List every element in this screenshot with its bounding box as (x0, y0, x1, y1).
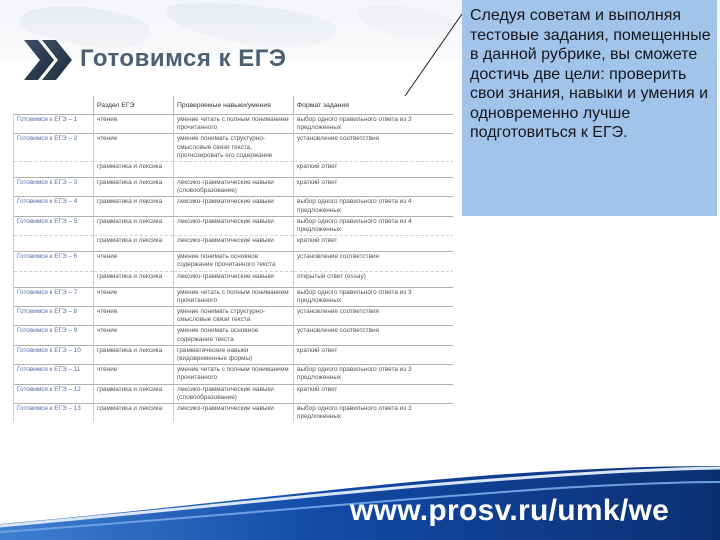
header-empty (14, 96, 94, 115)
table-row (14, 287, 454, 306)
row-section: чтение (94, 252, 174, 271)
row-skills: лексико-грамматические навыки (174, 236, 294, 252)
row-section: грамматика и лексика (94, 345, 174, 364)
row-skills (174, 162, 294, 178)
row-section-name: Готовимся к ЕГЭ – 6 (14, 252, 94, 271)
row-section-name (14, 271, 94, 287)
row-section: чтение (94, 115, 174, 134)
row-format: установление соответствия (294, 134, 454, 162)
table-row (14, 252, 454, 271)
table-row (14, 326, 454, 345)
row-section-name (14, 236, 94, 252)
table-body (14, 115, 454, 423)
row-format: краткий ответ (294, 162, 454, 178)
table-row (14, 197, 454, 216)
row-format: краткий ответ (294, 236, 454, 252)
table-row (14, 307, 454, 326)
row-format: выбор одного правильного ответа из 3 предложенных (294, 404, 454, 423)
table-row (14, 345, 454, 364)
table-row (14, 271, 454, 287)
row-skills: умение читать с полным пониманием прочитанного (174, 115, 294, 134)
row-format: установление соответствия (294, 252, 454, 271)
row-skills: лексико-грамматические навыки (174, 216, 294, 235)
table-row (14, 216, 454, 235)
row-format: установление соответствия (294, 326, 454, 345)
row-section: грамматика и лексика (94, 384, 174, 403)
row-section: грамматика и лексика (94, 162, 174, 178)
row-section: чтение (94, 134, 174, 162)
row-section-name: Готовимся к ЕГЭ – 8 (14, 307, 94, 326)
row-section: чтение (94, 307, 174, 326)
row-section-name: Готовимся к ЕГЭ – 11 (14, 365, 94, 384)
row-section: грамматика и лексика (94, 197, 174, 216)
row-skills: грамматические навыки (видовременные формы) (174, 345, 294, 364)
row-format: установление соответствия (294, 307, 454, 326)
table-row (14, 134, 454, 162)
header-section: Раздел ЕГЭ (94, 96, 174, 115)
row-section: чтение (94, 365, 174, 384)
row-skills: умение читать с полным пониманием прочитанного (174, 365, 294, 384)
row-format: выбор одного правильного ответа из 3 предложенных (294, 365, 454, 384)
row-skills: лексико-грамматические навыки (174, 271, 294, 287)
row-format: открытый ответ (essay) (294, 271, 454, 287)
table-row (14, 384, 454, 403)
table-row (14, 115, 454, 134)
row-section-name: Готовимся к ЕГЭ – 13 (14, 404, 94, 423)
row-section-name: Готовимся к ЕГЭ – 5 (14, 216, 94, 235)
row-section-name: Готовимся к ЕГЭ – 1 (14, 115, 94, 134)
row-skills: умение понимать основное содержание текста (174, 326, 294, 345)
row-skills: умение понимать структурно-смысловые связи текста (174, 307, 294, 326)
row-format: выбор одного правильного ответа из 4 предложенных (294, 216, 454, 235)
row-section-name: Готовимся к ЕГЭ – 12 (14, 384, 94, 403)
row-skills: лексико-грамматические навыки (174, 404, 294, 423)
row-section: грамматика и лексика (94, 178, 174, 197)
row-section-name: Готовимся к ЕГЭ – 2 (14, 134, 94, 162)
double-chevron-right-icon (22, 34, 74, 86)
row-format: выбор одного правильного ответа из 3 предложенных (294, 115, 454, 134)
table-row (14, 178, 454, 197)
row-section-name: Готовимся к ЕГЭ – 4 (14, 197, 94, 216)
row-skills: лексико-грамматические навыки (174, 197, 294, 216)
row-section-name: Готовимся к ЕГЭ – 7 (14, 287, 94, 306)
table-row (14, 365, 454, 384)
topics-table (13, 96, 453, 422)
slide-title: Готовимся к ЕГЭ (80, 45, 287, 72)
row-section-name: Готовимся к ЕГЭ – 9 (14, 326, 94, 345)
row-format: краткий ответ (294, 384, 454, 403)
row-skills: умение понимать структурно-смысловые связи текста, прогнозировать его содержание (174, 134, 294, 162)
row-section: грамматика и лексика (94, 271, 174, 287)
row-section: грамматика и лексика (94, 216, 174, 235)
row-section: чтение (94, 287, 174, 306)
row-section: грамматика и лексика (94, 236, 174, 252)
row-section: грамматика и лексика (94, 404, 174, 423)
row-skills: лексико-грамматические навыки (словообразование) (174, 384, 294, 403)
header-skills: Проверяемые навыки/умения (174, 96, 294, 115)
row-skills: лексико-грамматические навыки (словообразование) (174, 178, 294, 197)
header-format: Формат задания (294, 96, 454, 115)
website-url: www.prosv.ru/umk/we (350, 494, 670, 527)
table-row (14, 162, 454, 178)
row-format: краткий ответ (294, 178, 454, 197)
table-header-row (14, 96, 454, 115)
row-format: краткий ответ (294, 345, 454, 364)
row-format: выбор одного правильного ответа из 4 предложенных (294, 197, 454, 216)
row-skills: умение читать с полным пониманием прочитанного (174, 287, 294, 306)
row-skills: умение понимать основное содержание прочитанного текста (174, 252, 294, 271)
exam-topics-table (13, 96, 453, 461)
row-section-name: Готовимся к ЕГЭ – 10 (14, 345, 94, 364)
row-format: выбор одного правильного ответа из 3 предложенных (294, 287, 454, 306)
table-row (14, 236, 454, 252)
row-section: чтение (94, 326, 174, 345)
row-section-name: Готовимся к ЕГЭ – 3 (14, 178, 94, 197)
table-row (14, 404, 454, 423)
callout-box: Следуя советам и выполняя тестовые задания, помещенные в данной рубрике, вы сможете достичь две цели: проверить свои знания, навыки и умения и одновременно лучше подготовиться к ЕГЭ. (462, 0, 717, 216)
row-section-name (14, 162, 94, 178)
